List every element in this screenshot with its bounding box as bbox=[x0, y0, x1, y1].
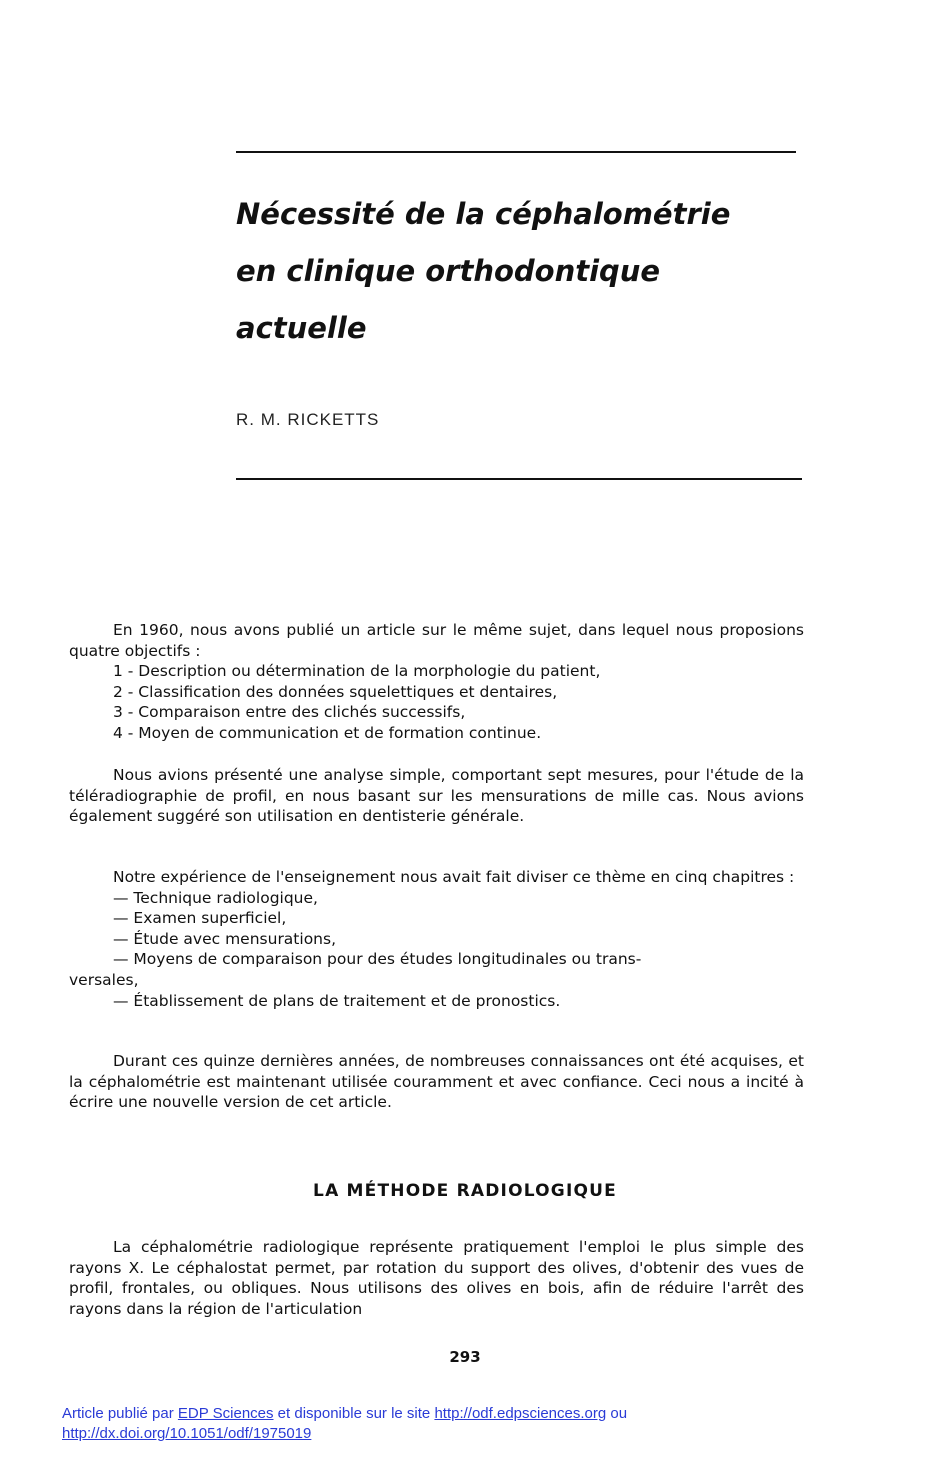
intro-lead: En 1960, nous avons publié un article sur le même sujet, dans lequel nous proposions quatre objectifs : bbox=[69, 621, 804, 660]
durant-paragraph-block bbox=[69, 1051, 804, 1113]
objective-item-1: 1 - Description ou détermination de la morphologie du patient, bbox=[113, 662, 601, 681]
method-paragraph: La céphalométrie radiologique représente pratiquement l'emploi le plus simple des rayons X. Le céphalostat permet, par rotation du support des olives, d'obtenir des vues de profil, frontales, ou obliques. Nous utilisons des olives en bois, afin de réduire l'arrêt des rayons dans la région de l'articulation bbox=[69, 1238, 804, 1318]
title-line-2: en clinique orthodontique bbox=[236, 254, 661, 288]
intro-section bbox=[69, 620, 804, 744]
title-line-1: Nécessité de la céphalométrie bbox=[236, 197, 731, 231]
doi-link[interactable]: http://dx.doi.org/10.1051/odf/1975019 bbox=[62, 1425, 312, 1442]
footer-line-1 bbox=[62, 1404, 882, 1424]
chapter-item-3: — Étude avec mensurations, bbox=[113, 929, 337, 948]
edp-sciences-link[interactable]: EDP Sciences bbox=[177, 1405, 274, 1422]
footer-text-2: et disponible sur le site bbox=[273, 1405, 435, 1422]
article-title bbox=[236, 186, 836, 357]
experience-lead: Notre expérience de l'enseignement nous avait fait diviser ce thème en cinq chapitres : bbox=[113, 868, 795, 886]
footer-text-1: Article publié par bbox=[62, 1405, 178, 1422]
title-line-3: actuelle bbox=[236, 311, 367, 345]
objective-item-4: 4 - Moyen de communication et de formation continue. bbox=[113, 723, 542, 742]
footer-line-2 bbox=[62, 1424, 882, 1444]
objective-item-2: 2 - Classification des données squelettiques et dentaires, bbox=[113, 682, 558, 701]
objective-item-3: 3 - Comparaison entre des clichés successifs, bbox=[113, 703, 466, 722]
footer-notice bbox=[62, 1404, 882, 1444]
footer-text-3: ou bbox=[606, 1405, 628, 1422]
odf-site-link[interactable]: http://odf.edpsciences.org bbox=[434, 1405, 607, 1422]
header-rule-top bbox=[236, 151, 796, 153]
chapter-item-2: — Examen superficiel, bbox=[113, 909, 287, 928]
header-rule-bottom bbox=[236, 478, 802, 480]
analysis-paragraph-block bbox=[69, 765, 804, 827]
chapter-item-1: — Technique radiologique, bbox=[113, 888, 318, 907]
chapter-item-5: — Établissement de plans de traitement et de pronostics. bbox=[113, 991, 561, 1010]
analysis-paragraph: Nous avions présenté une analyse simple, comportant sept mesures, pour l'étude de la téléradiographie de profil, en nous basant sur les mensurations de mille cas. Nous avions également suggéré son utilisation en dentisterie générale. bbox=[69, 766, 804, 826]
chapter-item-4-continuation: versales, bbox=[69, 970, 139, 989]
method-paragraph-block bbox=[69, 1237, 804, 1319]
author-name: R. M. RICKETTS bbox=[236, 410, 380, 429]
chapter-item-4: — Moyens de comparaison pour des études longitudinales ou trans- bbox=[113, 950, 642, 969]
page-number: 293 bbox=[449, 1348, 481, 1366]
experience-section bbox=[69, 867, 804, 1011]
durant-paragraph: Durant ces quinze dernières années, de nombreuses connaissances ont été acquises, et la céphalométrie est maintenant utilisée couramment et avec confiance. Ceci nous a incité à écrire une nouvelle version de cet article. bbox=[69, 1052, 804, 1112]
section-heading: LA MÉTHODE RADIOLOGIQUE bbox=[313, 1181, 617, 1201]
